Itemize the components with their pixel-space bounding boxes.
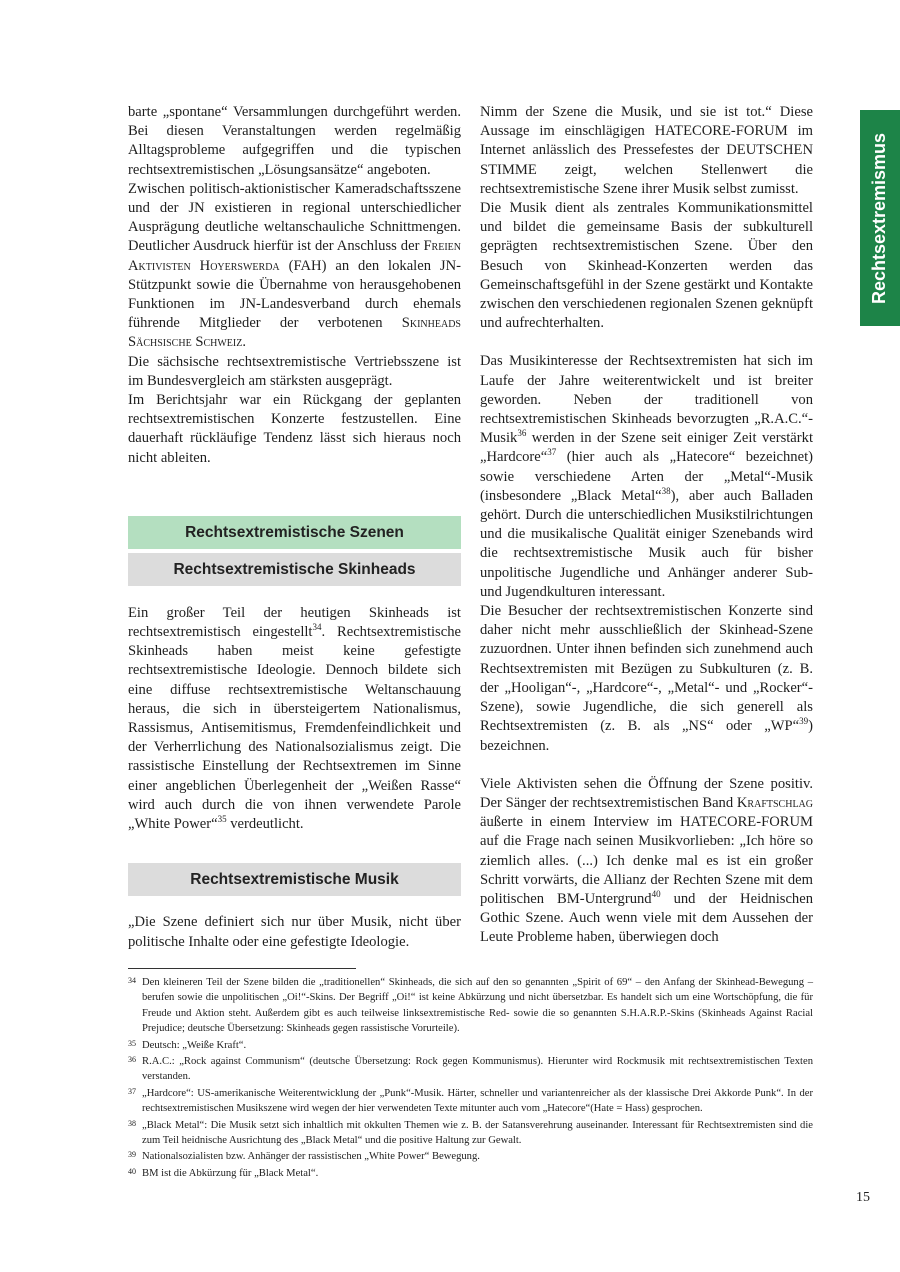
page-number: 15: [856, 1190, 870, 1205]
footnote-text: R.A.C.: „Rock against Communism“ (deutsche Übersetzung: Rock gegen Kommunismus). Hierunter wird Rockmusik mit rechtsextremistischen Texten verstanden.: [142, 1056, 813, 1083]
footnote-text: Den kleineren Teil der Szene bilden die „traditionellen“ Skinheads, die sich auf den so genannten „Spirit of 69“ – den Anfang der Skinhead-Bewegung – berufen sowie die unpolitischen „Oi!“-Skins. Der Begriff „Oi!“ ist keine Abkürzung und nicht übersetzbar. Es handelt sich um eine Wortschöpfung, die für Freude und Aktion steht. Außerdem gibt es auch teilweise linksextremistische Red- sowie die so genannten S.H.A.R.P.-Skins (Skinheads Against Racial Prejudice; deutsche Übersetzung: Skinheads gegen rassistische Vorurteile).: [142, 977, 813, 1035]
footnote: [128, 975, 813, 1037]
paragraph: Das Musikinteresse der Rechtsextremisten hat sich im Laufe der Jahre weiterentwickelt und ist breiter geworden. Neben der traditionell von rechtsextremistischen Skinheads bevorzugten „R.A.C.“-Musik$^{36}$ werden in der Szene seit einiger Zeit verstärkt „Hardcore“$^{37}$ (hier auch als „Hatecore“ bezeichnet) sowie verschiedene Arten der „Metal“-Musik (insbesondere „Black Metal“$^{38}$), aber auch Balladen gehört. Durch die unterschiedlichen Musikstilrichtungen und die musikalische Qualität einiger Szenebands wird die rechtsextremistische Musik auch für bisher unpolitische Jugendliche und Anhänger anderer Sub- und Jugendkulturen interessant.: [480, 353, 813, 600]
paragraph: Die Besucher der rechtsextremistischen Konzerte sind daher nicht mehr ausschließlich der Skinhead-Szene zuzuordnen. Unter ihnen befinden sich zunehmend auch Rechtsextremisten mit Bezügen zu Subkulturen (z. B. der „Hooligan“-, „Hardcore“-, „Metal“- und „Rocker“-Szene), sowie Jugendliche, die sich generell als Rechtsextremisten (z. B. als „NS“ oder „WP“$^{39}$) bezeichnen.: [480, 603, 813, 754]
paragraph: Zwischen politisch-aktionistischer Kameradschaftsszene und der JN existieren in regional unterschiedlicher Ausprägung deutliche weltanschauliche Schnittmengen. Deutlicher Ausdruck hierfür ist der Anschluss der Freien Aktivisten Hoyerswerda (FAH) an den lokalen JN-Stützpunkt sowie die Übernahme von herausgehobenen Funktionen im JN-Landesverband durch ehemals führende Mitglieder der verbotenen Skinheads Sächsische Schweiz.: [128, 180, 462, 351]
footnote-ref: 35: [217, 814, 227, 825]
paragraph: Viele Aktivisten sehen die Öffnung der Szene positiv. Der Sänger der rechtsextremistischen Band Kraftschlag äußerte in einem Interview im HATECORE-FORUM auf die Frage nach seinen Musikvorlieben: „Ich höre so ziemlich alles. (...) Ich denke mal es ist ein großer Schritt vorwärts, die Allianz der Rechten Szene mit dem politischen BM-Untergrund$^{40}$ und der Heidnischen Gothic Szene. Auch wenn viele mit dem Aussehen der Leute Probleme haben, überwiegen doch: [480, 775, 813, 946]
left-column: [128, 103, 461, 952]
section-heading: Rechtsextremistische Szenen: [128, 516, 461, 549]
paragraph: Die Musik dient als zentrales Kommunikationsmittel und bildet die gemeinsame Basis der subkulturell geprägten rechtsextremistischen Szene. Über den Besuch von Skinhead-Konzerten werden das Gemeinschaftsgefühl in der Szene gestärkt und Kontakte zwischen den verschiedenen regionalen Szenen geknüpft und aufrechterhalten.: [480, 200, 813, 332]
footnote-ref: 39: [799, 716, 809, 727]
footnote-number: 38: [128, 1118, 136, 1128]
footnote-number: 36: [128, 1055, 136, 1065]
paragraph: Im Berichtsjahr war ein Rückgang der geplanten rechtsextremistischen Konzerte festzustellen. Eine dauerhaft rückläufige Tendenz lässt sich hieraus noch nicht ableiten.: [128, 392, 461, 466]
footnote: [128, 1086, 813, 1117]
footnote: [128, 1118, 813, 1149]
footnote: [128, 1054, 813, 1085]
footnote-ref: 34: [312, 622, 322, 633]
footnote-text: Nationalsozialisten bzw. Anhänger der rassistischen „White Power“ Bewegung.: [142, 1151, 480, 1163]
paragraph: „Die Szene definiert sich nur über Musik, nicht über politische Inhalte oder eine gefestigte Ideologie.: [128, 914, 461, 950]
paragraph: Nimm der Szene die Musik, und sie ist tot.“ Diese Aussage im einschlägigen HATECORE-FORUM im Internet anlässlich des Pressefestes der DEUTSCHEN STIMME zeigt, welchen Stellenwert die rechtsextremistische Szene ihrer Musik selbst zumisst.: [480, 104, 813, 197]
footnote-number: 35: [128, 1038, 136, 1048]
footnote-ref: 36: [517, 428, 527, 439]
footnote-number: 39: [128, 1150, 136, 1160]
subsection-heading: Rechtsextremistische Musik: [128, 863, 461, 896]
paragraph: Ein großer Teil der heutigen Skinheads ist rechtsextremistisch eingestellt$^{34}$. Rechtsextremistische Skinheads haben meist keine gefestigte rechtsextremistische Ideologie. Dennoch bildete sich eine diffuse rechtsextremistische Weltanschauung heraus, die sich in übersteigertem Nationalismus, Rassismus, Antisemitismus, Fremdenfeindlichkeit und der Verherrlichung des Nationalsozialismus zeigt. Die rassistische Einstellung der Rechtsextremen im Sinne einer angeblichen Überlegenheit der „Weißen Rasse“ wird auch durch die von ihnen verwendete Parole „White Power“$^{35}$ verdeutlicht.: [128, 604, 461, 833]
footnote: [128, 1149, 813, 1164]
right-column: [480, 103, 813, 948]
footnote-ref: 40: [651, 889, 661, 900]
paragraph: Die sächsische rechtsextremistische Vertriebsszene ist im Bundesvergleich am stärksten ausgeprägt.: [128, 353, 461, 389]
footnote-text: BM ist die Abkürzung für „Black Metal“.: [142, 1167, 319, 1179]
footnote-number: 40: [128, 1166, 136, 1176]
footnote-text: Deutsch: „Weiße Kraft“.: [142, 1039, 247, 1051]
footnote-separator: [128, 968, 356, 969]
footnote-number: 37: [128, 1086, 136, 1096]
footnotes: [128, 975, 813, 1182]
footnote-text: „Black Metal“: Die Musik setzt sich inhaltlich mit okkulten Themen wie z. B. der Satansverehrung auseinander. Interessant für Rechtsextremisten sind die zum Teil heidnische Ausrichtung des „Black Metal“ und die positive Haltung zur Gewalt.: [142, 1119, 813, 1147]
paragraph: barte „spontane“ Versammlungen durchgeführt werden. Bei diesen Veranstaltungen werden regelmäßig Alltagsprobleme aufgegriffen und die typischen rechtsextremistischen „Lösungsansätze“ angeboten.: [128, 104, 461, 178]
org-name: Freien Aktivisten Hoyerswerda: [128, 238, 461, 274]
band-name: Kraftschlag: [736, 794, 813, 811]
footnote-text: „Hardcore“: US-amerikanische Weiterentwicklung der „Punk“-Musik. Härter, schneller und variantenreicher als der klassische Drei Akkorde Punk“. In der rechtsextremistischen Musikszene wird wegen der hier verwendeten Texte mitunter auch vom „Hatecore“(Hate = Hass) gesprochen.: [142, 1087, 813, 1115]
org-name: Skinheads Sächsische Schweiz: [128, 315, 461, 351]
footnote-ref: 37: [547, 447, 557, 458]
footnote: [128, 1038, 813, 1053]
section-side-tab: [860, 110, 900, 326]
footnote-ref: 38: [661, 486, 671, 496]
footnote: [128, 1166, 813, 1181]
section-side-tab-label: Rechtsextremismus: [869, 132, 890, 304]
subsection-heading: Rechtsextremistische Skinheads: [128, 553, 461, 586]
footnote-number: 34: [128, 976, 136, 985]
